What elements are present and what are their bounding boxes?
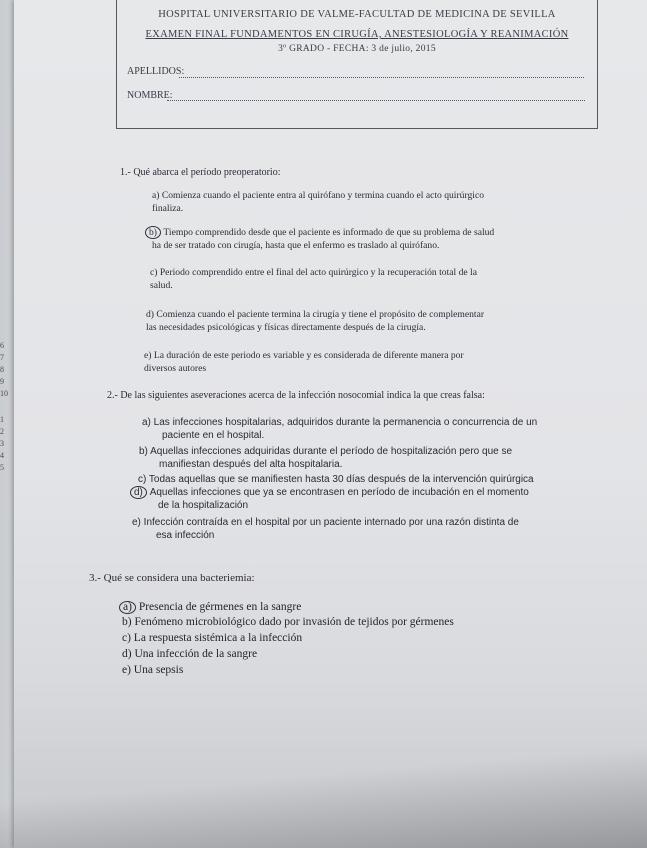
- apellidos-label: APELLIDOS:: [127, 66, 185, 77]
- option-text: e) Infección contraída en el hospital por un paciente internado por una razón distinta de: [132, 517, 519, 528]
- q3-option-c[interactable]: c) La respuesta sistémica a la infección: [122, 632, 303, 644]
- option-text: b) Aquellas infecciones adquiridas durante el período de hospitalización pero que se: [139, 446, 513, 457]
- photo-shadow: [0, 678, 647, 848]
- margin-number: 3: [0, 439, 4, 448]
- question-3: 3.- Qué se considera una bacteriemia:: [89, 572, 255, 584]
- option-text: c) Periodo comprendido entre el final del acto quirúrgico y la recuperación total de la: [150, 267, 477, 278]
- option-text: a) Las infecciones hospitalarias, adquiridos durante la permanencia o concurrencia de un: [142, 417, 538, 428]
- nombre-label: NOMBRE:: [127, 90, 173, 101]
- header-institution: HOSPITAL UNIVERSITARIO DE VALME-FACULTAD DE MEDICINA DE SEVILLA: [158, 9, 556, 20]
- q2-option-a[interactable]: [142, 416, 537, 442]
- margin-number: 6: [0, 341, 4, 350]
- q2-option-b[interactable]: [139, 445, 512, 471]
- option-text: esa infección: [156, 530, 215, 541]
- option-text: finaliza.: [152, 203, 184, 214]
- option-text: e) La duración de este periodo es variable y es considerada de diferente manera por: [144, 350, 464, 361]
- selected-answer-circle: d): [130, 486, 147, 499]
- header-exam-title: EXAMEN FINAL FUNDAMENTOS EN CIRUGÍA, ANESTESIOLOGÍA Y REANIMACIÓN: [145, 29, 569, 40]
- option-text: salud.: [150, 280, 173, 291]
- q3-option-e[interactable]: e) Una sepsis: [122, 664, 184, 676]
- exam-sheet: [14, 0, 647, 848]
- exam-header: [116, 0, 598, 129]
- q1-option-b[interactable]: [145, 226, 494, 252]
- selected-answer-circle: b): [145, 226, 161, 239]
- option-text: ha de ser tratado con cirugía, hasta que el enfermo es traslado al quirófano.: [152, 240, 440, 251]
- margin-number: 10: [0, 389, 8, 398]
- q2-option-e[interactable]: [132, 516, 519, 542]
- option-text: paciente en el hospital.: [162, 430, 265, 441]
- margin-number: 4: [0, 451, 4, 460]
- option-text: Tiempo comprendido desde que el paciente es informado de que su problema de salud: [163, 227, 495, 238]
- option-text: las necesidades psicológicas y físicas directamente después de la cirugía.: [146, 322, 426, 333]
- q2-option-c[interactable]: [138, 473, 534, 486]
- option-text: manifiestan después del alta hospitalaria.: [159, 459, 343, 470]
- margin-number: 5: [0, 463, 4, 472]
- margin-number: 8: [0, 365, 4, 374]
- q2-option-d[interactable]: [130, 486, 529, 512]
- margin-numbers: [0, 340, 14, 474]
- option-text: d) Comienza cuando el paciente termina la cirugía y tiene el propósito de complementar: [146, 309, 485, 320]
- option-text: c) Todas aquellas que se manifiesten hasta 30 días después de la intervención quirúrgica: [138, 474, 534, 485]
- selected-answer-circle: a): [119, 601, 136, 614]
- margin-number: 1: [0, 415, 4, 424]
- q1-option-d[interactable]: [146, 308, 484, 334]
- option-text: diversos autores: [144, 363, 207, 374]
- option-text: Presencia de gérmenes en la sangre: [138, 601, 302, 613]
- apellidos-field[interactable]: [179, 77, 584, 78]
- option-text: de la hospitalización: [158, 500, 249, 511]
- nombre-field[interactable]: [167, 100, 585, 101]
- margin-number: 2: [0, 427, 4, 436]
- margin-number: 9: [0, 377, 4, 386]
- option-text: Aquellas infecciones que ya se encontrasen en período de incubación en el momento: [149, 487, 529, 498]
- q3-option-d[interactable]: d) Una infección de la sangre: [122, 648, 258, 660]
- q3-option-a[interactable]: [119, 600, 301, 615]
- question-1: 1.- Qué abarca el período preoperatorio:: [120, 167, 281, 178]
- q1-option-e[interactable]: [144, 349, 464, 375]
- header-date: 3º GRADO - FECHA: 3 de julio, 2015: [278, 44, 436, 54]
- question-2: 2.- De las siguientes aseveraciones acerca de la infección nosocomial indica la que creas falsa:: [107, 390, 485, 401]
- margin-number: 7: [0, 353, 4, 362]
- q1-option-a[interactable]: [152, 189, 484, 215]
- option-text: a) Comienza cuando el paciente entra al quirófano y termina cuando el acto quirúrgico: [152, 190, 485, 201]
- q1-option-c[interactable]: [150, 266, 477, 292]
- q3-option-b[interactable]: b) Fenómeno microbiológico dado por invasión de tejidos por gérmenes: [122, 616, 454, 628]
